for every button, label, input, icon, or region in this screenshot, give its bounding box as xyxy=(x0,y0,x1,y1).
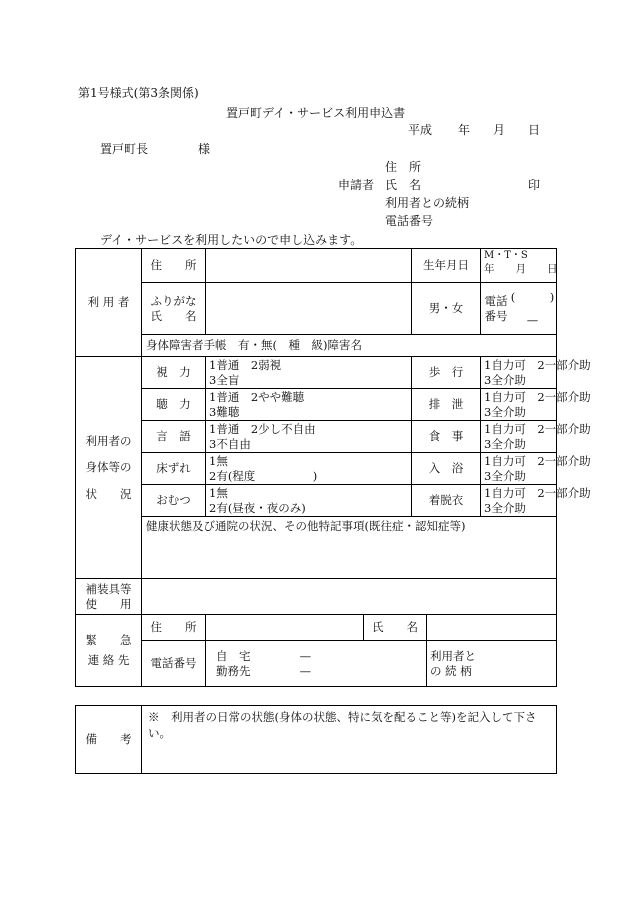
emergency-address-field[interactable] xyxy=(206,615,364,641)
status-row-3-right-options[interactable] xyxy=(481,453,591,485)
applicant-name-label: 氏 名 xyxy=(385,178,422,192)
emergency-home-dash: — xyxy=(299,649,312,664)
remarks-label: 備 考 xyxy=(76,706,142,774)
body-status-label xyxy=(76,357,142,579)
status-row-3-options[interactable] xyxy=(206,453,412,485)
status-row-3-option-2: 2有(程度 ) xyxy=(209,468,318,483)
remarks-note: ※ 利用者の日常の状態(身体の状態、特に気を配ること等)を記入して下さい。 xyxy=(148,710,537,740)
intro-text: デイ・サービスを利用したいので申し込みます。 xyxy=(100,233,363,247)
emergency-work-label: 勤務先 xyxy=(216,663,251,678)
date-year: 年 xyxy=(458,123,471,137)
emergency-phone-field[interactable] xyxy=(206,641,427,687)
emergency-work-dash: — xyxy=(299,663,312,678)
status-row-4-option-2: 2有(昼夜・夜のみ) xyxy=(209,500,306,515)
user-furigana-label: ふりがな xyxy=(150,294,197,309)
status-row-3-label: 床ずれ xyxy=(142,453,206,485)
emergency-label xyxy=(76,615,142,687)
user-disability-line: 身体障害者手帳 有・無( 種 級)障害名 xyxy=(142,335,557,357)
status-row-4-right-label: 着脱衣 xyxy=(412,485,481,517)
applicant-relation-label: 利用者との続柄 xyxy=(385,196,470,210)
emergency-address-label: 住 所 xyxy=(142,615,206,641)
status-row-2-option-2: 3不自由 xyxy=(209,436,251,451)
status-row-2-right-options[interactable] xyxy=(481,421,591,453)
user-dob-field[interactable] xyxy=(481,249,557,283)
equipment-label-1: 補装具等 xyxy=(85,582,132,597)
user-section-label: 利 用 者 xyxy=(76,249,142,357)
body-status-label-3: 状 況 xyxy=(85,486,132,501)
status-row-0-right-option-2: 3全介助 xyxy=(484,372,526,387)
user-phone-paren: ( ) xyxy=(510,290,555,305)
status-row-1-options[interactable] xyxy=(206,389,412,421)
status-row-1-right-options[interactable] xyxy=(481,389,591,421)
emergency-relation-label xyxy=(427,641,557,687)
emergency-name-field[interactable] xyxy=(427,615,557,641)
emergency-label-1: 緊 急 xyxy=(85,632,132,647)
addressee-mayor: 置戸町長 xyxy=(100,142,149,156)
emergency-relation-label-1: 利用者と xyxy=(430,649,476,664)
status-row-0-option-1: 1普通 2弱視 xyxy=(209,358,282,373)
status-row-1-option-2: 3難聴 xyxy=(209,404,240,419)
user-phone-label-2: 番号 xyxy=(484,308,508,323)
status-row-2-right-label: 食 事 xyxy=(412,421,481,453)
emergency-label-2: 連 絡 先 xyxy=(87,652,130,667)
user-name-label-cell xyxy=(142,283,206,335)
status-row-2-right-option-2: 3全介助 xyxy=(484,436,526,451)
status-row-0-right-options[interactable] xyxy=(481,357,591,389)
user-name-label: 氏 名 xyxy=(150,308,197,323)
status-row-4-label: おむつ xyxy=(142,485,206,517)
status-row-0-label: 視 力 xyxy=(142,357,206,389)
remarks-table xyxy=(75,705,557,774)
applicant-address-label: 住 所 xyxy=(385,160,422,174)
user-dob-ymd: 年 月 日 xyxy=(484,262,558,275)
user-name-field[interactable] xyxy=(206,283,412,335)
status-row-3-option-1: 1無 xyxy=(209,454,228,469)
form-number: 第1号様式(第3条関係) xyxy=(78,86,199,100)
remarks-field[interactable] xyxy=(142,706,557,774)
equipment-label xyxy=(76,579,142,615)
status-row-1-right-label: 排 泄 xyxy=(412,389,481,421)
status-row-2-option-1: 1普通 2少し不自由 xyxy=(209,422,316,437)
status-row-4-option-1: 1無 xyxy=(209,486,228,501)
status-row-1-right-option-1: 1自力可 2一部介助 xyxy=(484,390,591,405)
status-row-2-right-option-1: 1自力可 2一部介助 xyxy=(484,422,591,437)
user-phone-dash: — xyxy=(526,312,539,327)
user-sex[interactable]: 男・女 xyxy=(412,283,481,335)
status-row-1-option-1: 1普通 2やや難聴 xyxy=(209,390,305,405)
date-era: 平成 xyxy=(408,123,433,137)
status-row-4-right-options[interactable] xyxy=(481,485,591,517)
status-row-2-options[interactable] xyxy=(206,421,412,453)
status-row-0-option-2: 3全盲 xyxy=(209,372,240,387)
status-row-4-right-option-1: 1自力可 2一部介助 xyxy=(484,486,591,501)
status-row-3-right-option-2: 3全介助 xyxy=(484,468,526,483)
emergency-name-label: 氏 名 xyxy=(364,615,427,641)
applicant-seal: 印 xyxy=(528,178,541,192)
equipment-field[interactable] xyxy=(142,579,557,615)
applicant-label: 申請者 xyxy=(338,178,375,192)
application-form-table xyxy=(75,248,591,687)
user-phone-cell[interactable] xyxy=(481,283,557,335)
status-row-1-label: 聴 力 xyxy=(142,389,206,421)
applicant-phone-label: 電話番号 xyxy=(385,214,434,228)
user-dob-era: M・T・S xyxy=(484,250,528,261)
status-row-3-right-label: 入 浴 xyxy=(412,453,481,485)
status-row-2-label: 言 語 xyxy=(142,421,206,453)
emergency-home-label: 自 宅 xyxy=(216,649,251,664)
status-row-0-options[interactable] xyxy=(206,357,412,389)
user-phone-label-1: 電話 xyxy=(484,294,508,309)
status-row-3-right-option-1: 1自力可 2一部介助 xyxy=(484,454,591,469)
status-row-1-right-option-2: 3全介助 xyxy=(484,404,526,419)
page-title: 置戸町デイ・サービス利用申込書 xyxy=(226,106,406,120)
emergency-phone-label: 電話番号 xyxy=(142,641,206,687)
emergency-relation-label-2: の 続 柄 xyxy=(430,663,472,678)
status-row-0-right-option-1: 1自力可 2一部介助 xyxy=(484,358,591,373)
health-note-field[interactable] xyxy=(142,517,557,579)
date-day: 日 xyxy=(528,123,541,137)
body-status-label-2: 身体等の xyxy=(85,460,132,475)
status-row-0-right-label: 歩 行 xyxy=(412,357,481,389)
equipment-label-2: 使 用 xyxy=(85,596,132,611)
date-month: 月 xyxy=(493,123,506,137)
user-dob-label: 生年月日 xyxy=(412,249,481,283)
health-note-label: 健康状態及び通院の状況、その他特記事項(既往症・認知症等) xyxy=(146,519,466,533)
body-status-label-1: 利用者の xyxy=(85,433,132,448)
user-address-label: 住 所 xyxy=(142,249,206,283)
addressee-sama: 様 xyxy=(198,142,211,156)
user-address-field[interactable] xyxy=(206,249,412,283)
status-row-4-right-option-2: 3全介助 xyxy=(484,500,526,515)
status-row-4-options[interactable] xyxy=(206,485,412,517)
